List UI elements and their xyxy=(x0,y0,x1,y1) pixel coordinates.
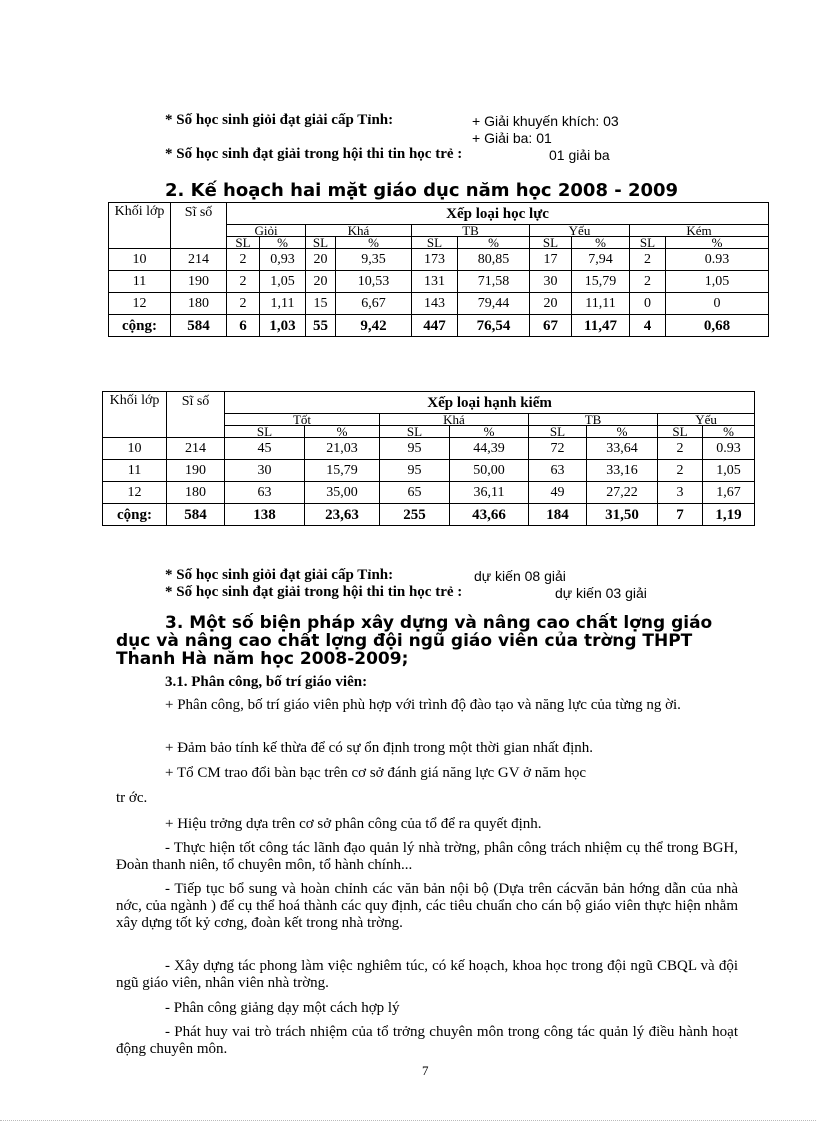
category-tot: Tốt xyxy=(225,414,380,426)
page-number: 7 xyxy=(422,1063,429,1078)
table-row xyxy=(109,293,769,315)
sub-sl: SL xyxy=(412,237,458,249)
category-yeu: Yếu xyxy=(530,225,630,237)
cell: 180 xyxy=(171,293,227,315)
section3-title-line1: 3. Một số biện pháp xây dựng và nâng cao chất lợng giáo xyxy=(165,613,713,633)
cell: 584 xyxy=(167,504,225,526)
planned-youth-label: * Số học sinh đạt giải trong hội thi tin học trẻ : xyxy=(165,584,463,600)
cell: 30 xyxy=(530,271,572,293)
header-grade: Khối lớp xyxy=(109,203,171,249)
cell: 184 xyxy=(529,504,587,526)
paragraph-3b: tr ớc. xyxy=(116,790,148,806)
category-tb: TB xyxy=(412,225,530,237)
category-kha: Khá xyxy=(380,414,529,426)
page-bottom-border xyxy=(0,1120,816,1121)
cell: 0.93 xyxy=(666,249,769,271)
cell: 11,11 xyxy=(572,293,630,315)
cell: 33,64 xyxy=(587,438,658,460)
cell: 10 xyxy=(103,438,167,460)
cell: 50,00 xyxy=(450,460,529,482)
cell: 2 xyxy=(658,460,703,482)
cell: 214 xyxy=(171,249,227,271)
cell: 79,44 xyxy=(458,293,530,315)
cell: 71,58 xyxy=(458,271,530,293)
cell: 2 xyxy=(630,271,666,293)
sub-pct: % xyxy=(450,426,529,438)
cell: 9,35 xyxy=(336,249,412,271)
paragraph-4: + Hiệu trởng dựa trên cơ sở phân công của tổ để ra quyết định. xyxy=(165,816,542,832)
category-kha: Khá xyxy=(306,225,412,237)
table-total-row xyxy=(103,504,755,526)
cell: 23,63 xyxy=(305,504,380,526)
cell: 72 xyxy=(529,438,587,460)
paragraph-1: + Phân công, bố trí giáo viên phù hợp với trình độ đào tạo và năng lực của từng ng ời. xyxy=(165,697,681,713)
sub-pct: % xyxy=(305,426,380,438)
sub-pct: % xyxy=(336,237,412,249)
paragraph-7: - Xây dựng tác phong làm việc nghiêm túc, có kế hoạch, khoa học trong đội ngũ CBQL và đội ngũ giáo viên, nhân viên nhà trờng. xyxy=(116,958,738,991)
paragraph-6: - Tiếp tục bổ sung và hoàn chỉnh các văn bản nội bộ (Dựa trên cácvăn bản hớng dẫn của nhà nớc, của ngành ) để cụ thể hoá thành các quy định, các tiêu chuẩn cho cán bộ giáo viên thực hiện nhằm xây dựng tốt kỷ cơng, đoàn kết trong nhà trờng. xyxy=(116,881,738,931)
cell: 20 xyxy=(530,293,572,315)
cell: 63 xyxy=(529,460,587,482)
cell: 11 xyxy=(103,460,167,482)
cell: 43,66 xyxy=(450,504,529,526)
cell: 447 xyxy=(412,315,458,337)
cell: 1,03 xyxy=(260,315,306,337)
conduct-results-table xyxy=(102,391,755,526)
table-row xyxy=(103,482,755,504)
planned-provincial-value: dự kiến 08 giải xyxy=(474,568,566,584)
cell: 180 xyxy=(167,482,225,504)
cell: 255 xyxy=(380,504,450,526)
cell: 21,03 xyxy=(305,438,380,460)
cell: 190 xyxy=(171,271,227,293)
cell: 33,16 xyxy=(587,460,658,482)
provincial-award-label: * Số học sinh giỏi đạt giải cấp Tỉnh: xyxy=(165,112,394,128)
sub-sl: SL xyxy=(530,237,572,249)
cell: 63 xyxy=(225,482,305,504)
paragraph-3a: + Tổ CM trao đổi bàn bạc trên cơ sở đánh giá năng lực GV ở năm học xyxy=(165,765,586,781)
header-count: Sĩ số xyxy=(171,203,227,249)
cell: 27,22 xyxy=(587,482,658,504)
planned-youth-value: dự kiến 03 giải xyxy=(555,585,647,601)
cell: 2 xyxy=(227,271,260,293)
cell: 1,11 xyxy=(260,293,306,315)
cell: 1,67 xyxy=(703,482,755,504)
paragraph-2: + Đảm bảo tính kế thừa để có sự ổn định trong một thời gian nhất định. xyxy=(165,740,594,756)
cell: 65 xyxy=(380,482,450,504)
sub-pct: % xyxy=(703,426,755,438)
academic-results-table xyxy=(108,202,769,337)
cell: 31,50 xyxy=(587,504,658,526)
sub-sl: SL xyxy=(380,426,450,438)
cell: 44,39 xyxy=(450,438,529,460)
cell: 2 xyxy=(227,293,260,315)
sub-sl: SL xyxy=(630,237,666,249)
cell: 12 xyxy=(103,482,167,504)
sub-pct: % xyxy=(666,237,769,249)
cell: 214 xyxy=(167,438,225,460)
cell: 7 xyxy=(658,504,703,526)
cell: cộng: xyxy=(109,315,171,337)
sub-pct: % xyxy=(458,237,530,249)
cell: 2 xyxy=(630,249,666,271)
cell: 95 xyxy=(380,460,450,482)
cell: 10 xyxy=(109,249,171,271)
category-gioi: Giỏi xyxy=(227,225,306,237)
sub-sl: SL xyxy=(225,426,305,438)
category-yeu: Yếu xyxy=(658,414,755,426)
sub-sl: SL xyxy=(227,237,260,249)
cell: cộng: xyxy=(103,504,167,526)
cell: 49 xyxy=(529,482,587,504)
cell: 0 xyxy=(630,293,666,315)
table-row xyxy=(109,271,769,293)
cell: 2 xyxy=(658,438,703,460)
cell: 131 xyxy=(412,271,458,293)
cell: 6,67 xyxy=(336,293,412,315)
cell: 4 xyxy=(630,315,666,337)
provincial-award-item-2: + Giải ba: 01 xyxy=(472,130,552,146)
cell: 45 xyxy=(225,438,305,460)
cell: 143 xyxy=(412,293,458,315)
header-count: Sĩ số xyxy=(167,392,225,438)
cell: 6 xyxy=(227,315,260,337)
section2-title: 2. Kế hoạch hai mặt giáo dục năm học 2008 - 2009 xyxy=(165,180,679,201)
cell: 76,54 xyxy=(458,315,530,337)
table-total-row xyxy=(109,315,769,337)
section3-title-line2: dục và nâng cao chất lợng đội ngũ giáo viên của trờng THPT xyxy=(116,631,693,651)
cell: 11 xyxy=(109,271,171,293)
cell: 10,53 xyxy=(336,271,412,293)
cell: 0,68 xyxy=(666,315,769,337)
cell: 1,05 xyxy=(703,460,755,482)
cell: 0.93 xyxy=(703,438,755,460)
cell: 138 xyxy=(225,504,305,526)
sub-pct: % xyxy=(587,426,658,438)
cell: 17 xyxy=(530,249,572,271)
cell: 584 xyxy=(171,315,227,337)
header-academic-group: Xếp loại học lực xyxy=(227,203,769,225)
cell: 7,94 xyxy=(572,249,630,271)
youth-award-label: * Số học sinh đạt giải trong hội thi tin học trẻ : xyxy=(165,146,463,162)
cell: 15,79 xyxy=(572,271,630,293)
sub-sl: SL xyxy=(529,426,587,438)
section3-title-line3: Thanh Hà năm học 2008-2009; xyxy=(116,649,409,669)
cell: 80,85 xyxy=(458,249,530,271)
cell: 0 xyxy=(666,293,769,315)
planned-provincial-label: * Số học sinh giỏi đạt giải cấp Tỉnh: xyxy=(165,567,394,583)
cell: 1,05 xyxy=(260,271,306,293)
provincial-award-item-1: + Giải khuyến khích: 03 xyxy=(472,113,619,129)
sub-pct: % xyxy=(260,237,306,249)
cell: 20 xyxy=(306,249,336,271)
category-kem: Kém xyxy=(630,225,769,237)
cell: 35,00 xyxy=(305,482,380,504)
paragraph-9: - Phát huy vai trò trách nhiệm của tổ trởng chuyên môn trong công tác quản lý điều hành hoạt động chuyên môn. xyxy=(116,1024,738,1057)
cell: 2 xyxy=(227,249,260,271)
cell: 3 xyxy=(658,482,703,504)
cell: 1,19 xyxy=(703,504,755,526)
cell: 0,93 xyxy=(260,249,306,271)
sub-sl: SL xyxy=(306,237,336,249)
paragraph-8: - Phân công giảng dạy một cách hợp lý xyxy=(165,1000,400,1016)
cell: 9,42 xyxy=(336,315,412,337)
cell: 190 xyxy=(167,460,225,482)
cell: 173 xyxy=(412,249,458,271)
table-row xyxy=(109,249,769,271)
cell: 11,47 xyxy=(572,315,630,337)
section3-1-title: 3.1. Phân công, bố trí giáo viên: xyxy=(165,674,368,690)
cell: 15,79 xyxy=(305,460,380,482)
cell: 36,11 xyxy=(450,482,529,504)
cell: 15 xyxy=(306,293,336,315)
cell: 12 xyxy=(109,293,171,315)
sub-sl: SL xyxy=(658,426,703,438)
category-tb: TB xyxy=(529,414,658,426)
table-row xyxy=(103,438,755,460)
sub-pct: % xyxy=(572,237,630,249)
cell: 67 xyxy=(530,315,572,337)
cell: 30 xyxy=(225,460,305,482)
cell: 20 xyxy=(306,271,336,293)
paragraph-5: - Thực hiện tốt công tác lãnh đạo quản lý nhà trờng, phân công trách nhiệm cụ thể trong BGH, Đoàn thanh niên, tổ chuyên môn, tổ hành chính... xyxy=(116,840,738,873)
header-grade: Khối lớp xyxy=(103,392,167,438)
cell: 1,05 xyxy=(666,271,769,293)
cell: 55 xyxy=(306,315,336,337)
table-row xyxy=(103,460,755,482)
header-conduct-group: Xếp loại hạnh kiểm xyxy=(225,392,755,414)
youth-award-value: 01 giải ba xyxy=(549,147,610,163)
cell: 95 xyxy=(380,438,450,460)
